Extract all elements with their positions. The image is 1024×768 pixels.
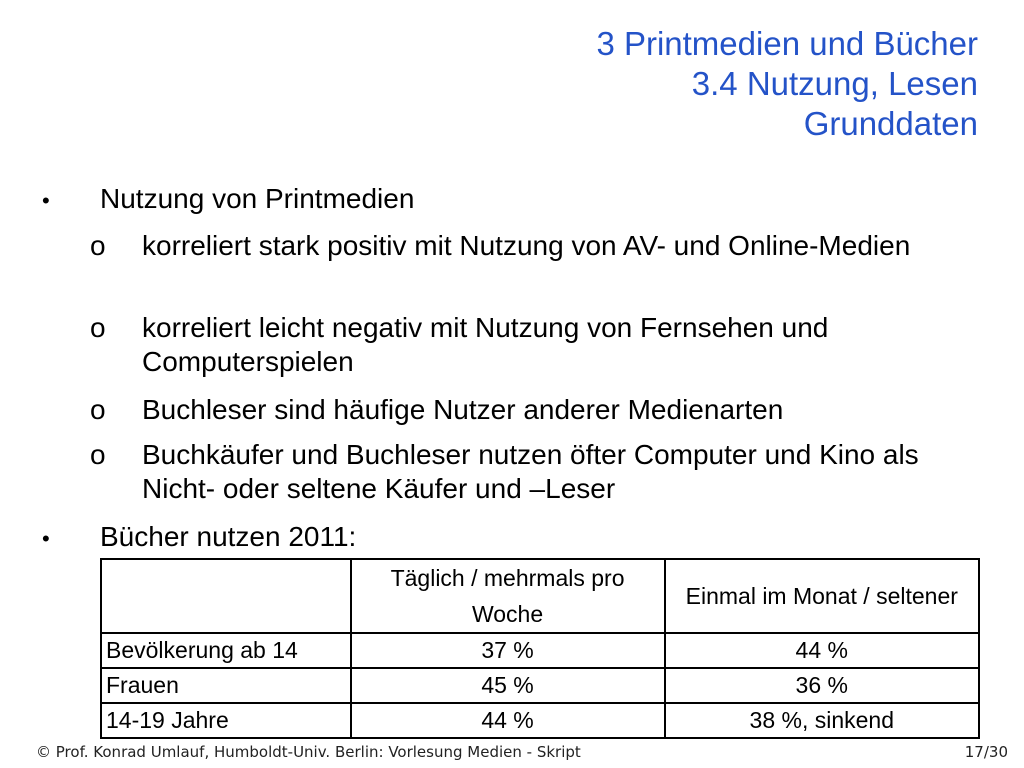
table-cell-value: 44 %: [665, 633, 979, 668]
table-cell-group: 14-19 Jahre: [101, 703, 351, 738]
title-line-section: 3.4 Nutzung, Lesen: [691, 65, 978, 102]
table-cell-group: Bevölkerung ab 14: [101, 633, 351, 668]
bullet-marker: •: [42, 526, 50, 551]
usage-table: [100, 558, 980, 739]
table-row: [101, 668, 979, 703]
footer-copyright: © Prof. Konrad Umlauf, Humboldt-Univ. Berlin: Vorlesung Medien - Skript: [36, 743, 581, 761]
table-cell-value: 36 %: [665, 668, 979, 703]
sub-bullet-fernsehen: korreliert leicht negativ mit Nutzung von Fernsehen und Computerspielen: [142, 312, 829, 377]
sub-bullet-buchkaeufer: Buchkäufer und Buchleser nutzen öfter Computer und Kino als Nicht- oder seltene Käufer und –Leser: [142, 439, 919, 504]
sub-bullet-marker: o: [90, 230, 106, 261]
page-number: 17/30: [964, 743, 1008, 761]
bullet-buecher-2011: Bücher nutzen 2011:: [100, 521, 357, 552]
table-cell-group: Frauen: [101, 668, 351, 703]
table-row: [101, 703, 979, 738]
table-cell-value: 45 %: [351, 668, 665, 703]
table-header-row: [101, 559, 979, 633]
sub-bullet-marker: o: [90, 394, 106, 425]
table-row: [101, 633, 979, 668]
table-header-monthly-rarely: Einmal im Monat / seltener: [665, 559, 979, 633]
sub-bullet-marker: o: [90, 312, 106, 343]
sub-bullet-av-online: korreliert stark positiv mit Nutzung von AV- und Online-Medien: [142, 230, 911, 261]
table-header-empty: [101, 559, 351, 633]
table-cell-value: 44 %: [351, 703, 665, 738]
bullet-printmedien: Nutzung von Printmedien: [100, 183, 415, 214]
sub-bullet-buchleser: Buchleser sind häufige Nutzer anderer Medienarten: [142, 394, 784, 425]
table-cell-value: 37 %: [351, 633, 665, 668]
bullet-marker: •: [42, 188, 50, 213]
slide-title: [596, 24, 978, 144]
table-header-daily-weekly: Täglich / mehrmals pro Woche: [351, 559, 665, 633]
sub-bullet-marker: o: [90, 439, 106, 470]
title-line-chapter: 3 Printmedien und Bücher: [596, 25, 978, 62]
table-cell-value: 38 %, sinkend: [665, 703, 979, 738]
title-line-topic: Grunddaten: [803, 105, 978, 142]
